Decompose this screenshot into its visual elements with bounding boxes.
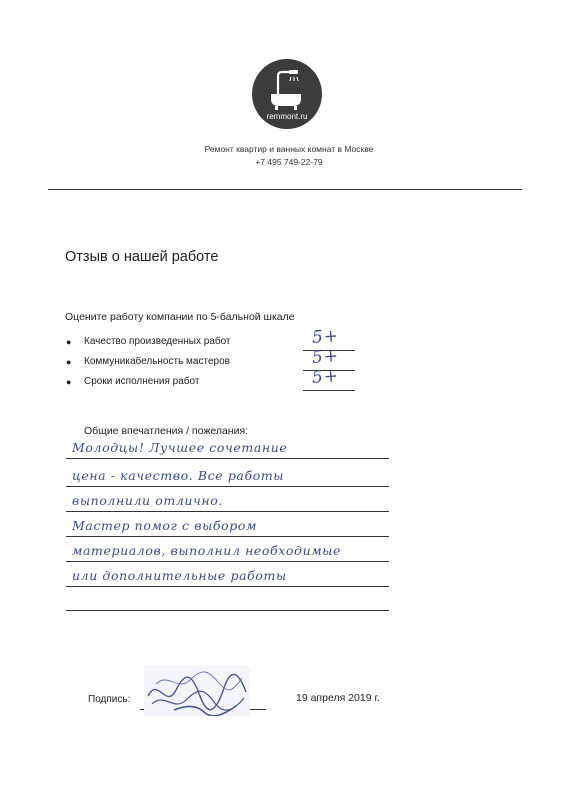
rating-prompt: Оцените работу компании по 5-бальной шкале	[65, 311, 295, 323]
comment-line: или дополнительные работы	[72, 568, 287, 583]
comment-line: цена - качество. Все работы	[72, 468, 285, 483]
bullet-icon: ●	[66, 377, 72, 387]
bullet-icon: ●	[66, 337, 72, 347]
score-line	[303, 390, 355, 391]
comment-rule	[66, 586, 389, 587]
comments-title: Общие впечатления / пожелания:	[84, 425, 249, 437]
review-title: Отзыв о нашей работе	[65, 249, 219, 265]
signature-label: Подпись:	[88, 694, 131, 705]
comment-rule	[66, 561, 389, 562]
criterion-score: 5+	[311, 366, 340, 388]
comment-rule	[66, 511, 389, 512]
criterion-score: 5+	[311, 346, 340, 368]
logo-text: remmont.ru	[266, 112, 308, 121]
signature-date: 19 апреля 2019 г.	[296, 692, 380, 704]
comment-line: Молодцы! Лучшее сочетание	[72, 440, 288, 455]
criterion-score: 5+	[311, 326, 340, 348]
comment-line: выполнили отлично.	[72, 493, 223, 508]
comment-line: Мастер помог с выбором	[72, 518, 257, 533]
company-phone: +7 495 749-22-79	[255, 157, 323, 167]
criterion-label: Коммуникабельность мастеров	[84, 356, 230, 367]
criterion-label: Сроки исполнения работ	[84, 376, 200, 387]
signature-scribble	[144, 666, 250, 716]
header-divider	[48, 189, 522, 190]
comment-line: материалов, выполнил необходимые	[72, 543, 341, 558]
criterion-label: Качество произведенных работ	[84, 336, 231, 347]
comment-rule	[66, 536, 389, 537]
company-description: Ремонт квартир и ванных комнат в Москве	[204, 144, 374, 154]
comment-rule	[66, 486, 389, 487]
bullet-icon: ●	[66, 357, 72, 367]
comment-rule	[66, 610, 389, 611]
company-logo	[251, 58, 323, 130]
comment-rule	[66, 458, 389, 459]
